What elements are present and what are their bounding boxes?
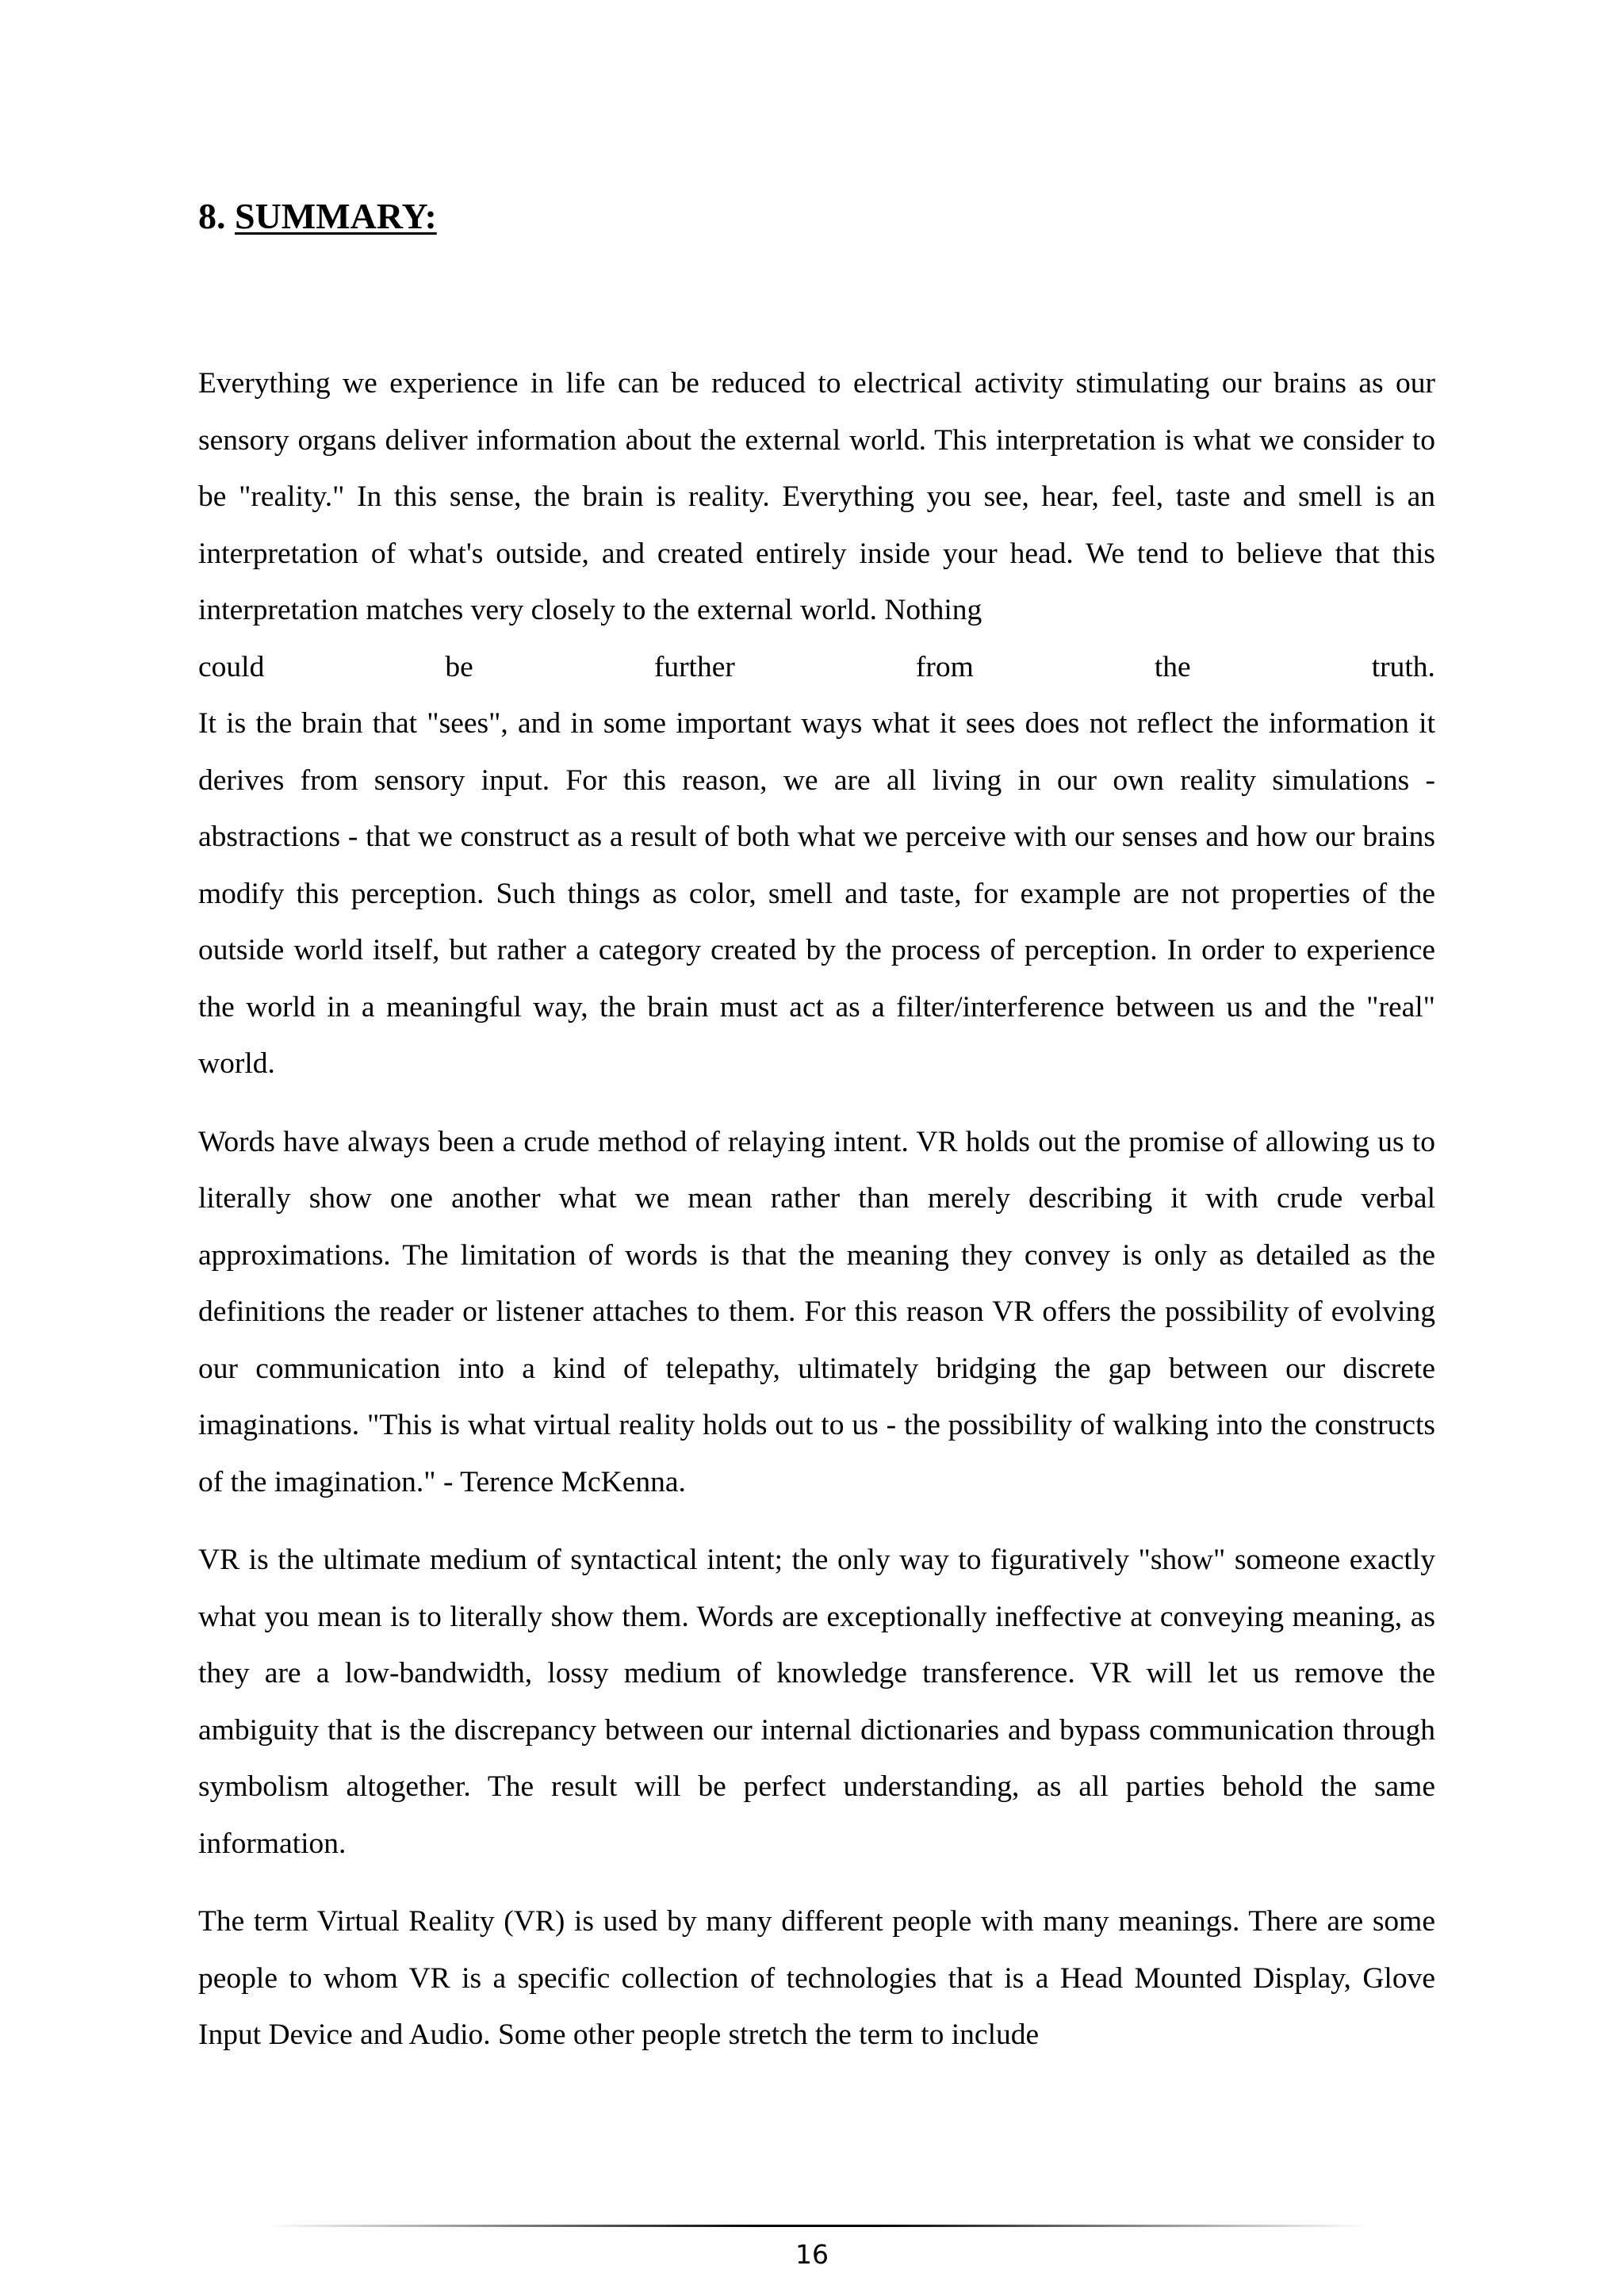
page-number: 16 <box>795 2239 829 2270</box>
paragraph-3: VR is the ultimate medium of syntactical intent; the only way to figuratively "show" someone exactly what you mean is to literally show them. Words are exceptionally ineffective at conveying meaning, as they are a low-bandwidth, lossy medium of knowledge transference. VR will let us remove the ambiguity that is the discrepancy between our internal dictionaries and bypass communication through symbolism altogether. The result will be perfect understanding, as all parties behold the same information. <box>198 1544 1435 1860</box>
section-number: 8. <box>198 196 226 236</box>
paragraph-1-lead: Everything we experience in life can be reduced to electrical activity stimulating our brains as our sensory organs deliver information about the external world. This interpretation is what we consider to be "reality." In this sense, the brain is reality. Everything you see, hear, feel, taste and smell is an interpretation of what's outside, and created entirely inside your head. We tend to believe that this interpretation matches very closely to the external world. Nothing <box>198 367 1435 626</box>
spread-word: from <box>915 650 974 683</box>
paragraph-4: The term Virtual Reality (VR) is used by many different people with many meanings. There are some people to whom VR is a specific collection of technologies that is a Head Mounted Display, Glove Input Device and Audio. Some other people stretch the term to include <box>198 1905 1435 2051</box>
paragraph-2: Words have always been a crude method of relaying intent. VR holds out the promise of allowing us to literally show one another what we mean rather than merely describing it with crude verbal approximations. The limitation of words is that the meaning they convey is only as detailed as the definitions the reader or listener attaches to them. For this reason VR offers the possibility of evolving our communication into a kind of telepathy, ultimately bridging the gap between our discrete imaginations. "This is what virtual reality holds out to us - the possibility of walking into the constructs of the imagination." - Terence McKenna. <box>198 1125 1435 1498</box>
body-text <box>198 355 1435 2085</box>
spread-word: the <box>1154 650 1191 683</box>
section-heading <box>198 193 437 240</box>
footer-divider <box>266 2225 1368 2227</box>
spread-word: truth. <box>1371 650 1435 683</box>
section-title: SUMMARY: <box>235 196 437 236</box>
spread-word: further <box>653 650 735 683</box>
spread-word: could <box>198 650 265 683</box>
spread-line <box>198 639 1435 696</box>
paragraph-1 <box>198 355 1435 1093</box>
paragraph-1-rest: It is the brain that "sees", and in some important ways what it sees does not reflect the information it derives from sensory input. For this reason, we are all living in our own reality simulations - abstractions - that we construct as a result of both what we perceive with our senses and how our brains modify this perception. Such things as color, smell and taste, for example are not properties of the outside world itself, but rather a category created by the process of perception. In order to experience the world in a meaningful way, the brain must act as a filter/interference between us and the "real" world. <box>198 707 1435 1080</box>
spread-word: be <box>445 650 473 683</box>
